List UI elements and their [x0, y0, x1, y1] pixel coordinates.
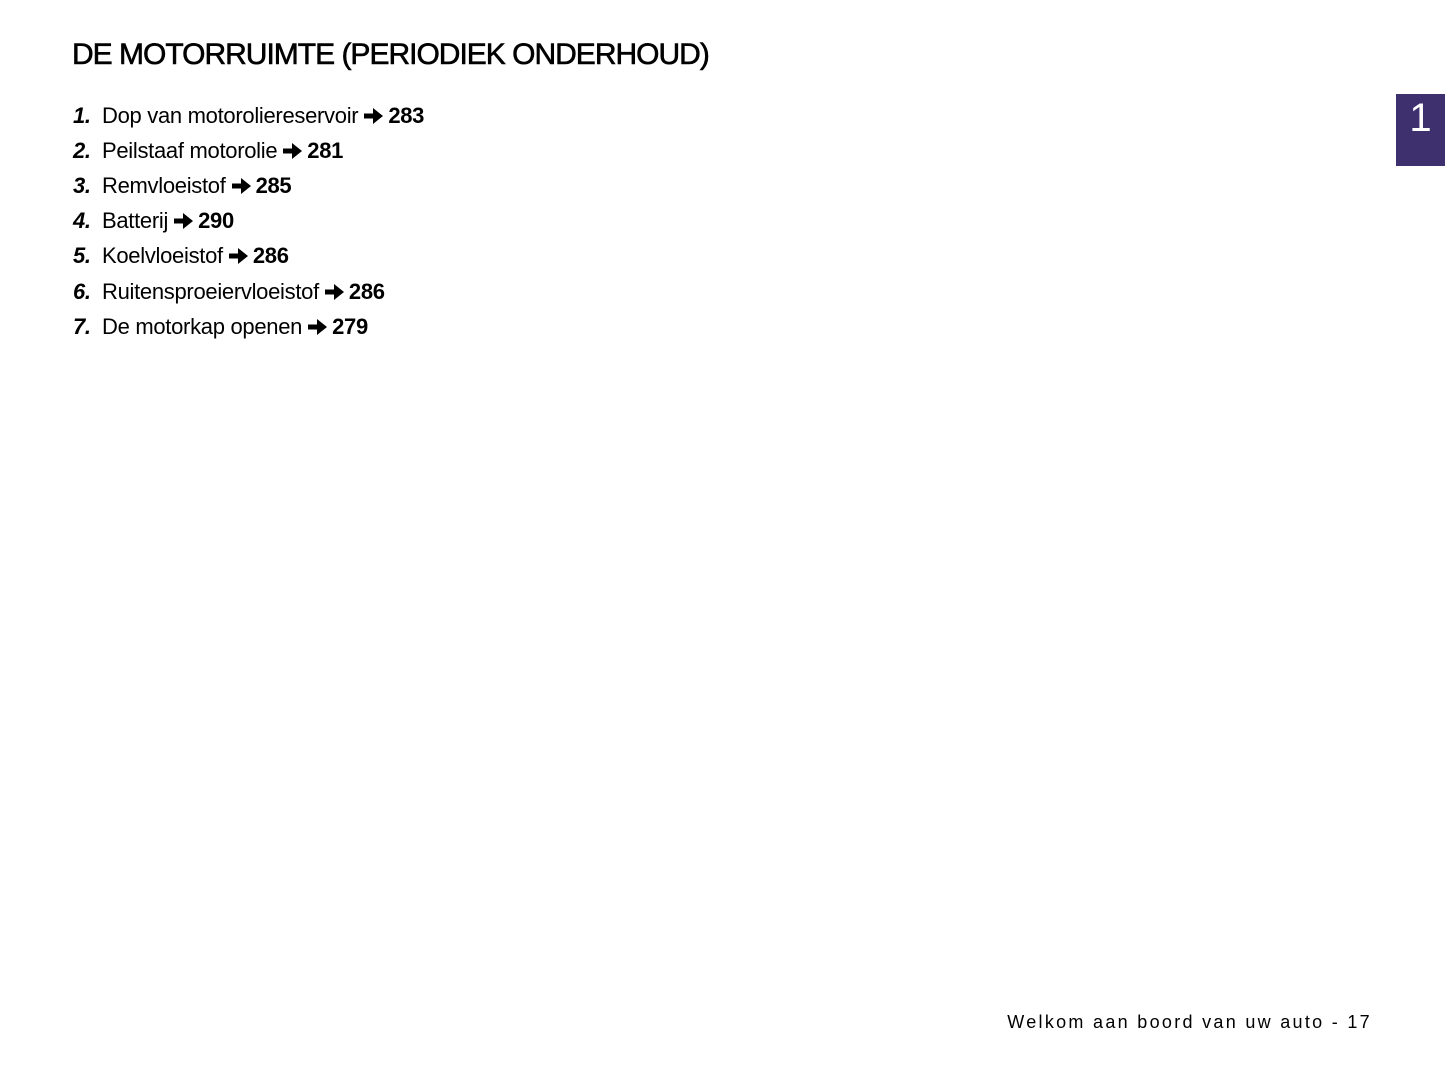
list-item: [73, 274, 424, 309]
item-label: Remvloeistof: [102, 172, 226, 198]
item-number: 4.: [73, 208, 91, 234]
item-label: De motorkap openen: [102, 313, 303, 339]
item-label: Dop van motoroliereservoir: [102, 102, 359, 128]
chapter-tab[interactable]: 1: [1396, 94, 1445, 166]
item-number: 2.: [73, 137, 91, 163]
page-title: DE MOTORRUIMTE (PERIODIEK ONDERHOUD): [72, 38, 709, 71]
item-page-link[interactable]: 286: [252, 243, 289, 269]
item-page-link[interactable]: 290: [198, 208, 234, 234]
item-label: Batterij: [102, 208, 169, 234]
item-page-link[interactable]: 283: [388, 102, 425, 128]
item-label: Koelvloeistof: [102, 243, 223, 269]
item-number: 3.: [73, 172, 91, 198]
list-item: [73, 133, 424, 168]
item-number: 7.: [73, 313, 91, 339]
list-item: [73, 309, 424, 344]
arrow-right-icon: [364, 108, 383, 124]
page-footer: Welkom aan boord van uw auto - 17: [1007, 1012, 1372, 1032]
item-page-link[interactable]: 281: [307, 137, 344, 163]
item-page-link[interactable]: 285: [255, 172, 292, 198]
item-page-link[interactable]: 286: [348, 278, 385, 304]
item-page-link[interactable]: 279: [332, 313, 368, 339]
arrow-right-icon: [232, 178, 251, 194]
list-item: [73, 98, 424, 133]
list-item: [73, 168, 424, 203]
arrow-right-icon: [229, 248, 248, 264]
item-label: Ruitensproeiervloeistof: [102, 278, 319, 304]
item-label: Peilstaaf motorolie: [102, 137, 278, 163]
arrow-right-icon: [308, 319, 327, 335]
item-number: 5.: [73, 243, 91, 269]
arrow-right-icon: [325, 284, 344, 300]
item-number: 6.: [73, 278, 91, 304]
list-item: [73, 239, 424, 274]
reference-list: [73, 98, 424, 344]
arrow-right-icon: [283, 143, 302, 159]
arrow-right-icon: [174, 213, 193, 229]
list-item: [73, 204, 424, 239]
item-number: 1.: [73, 102, 91, 128]
